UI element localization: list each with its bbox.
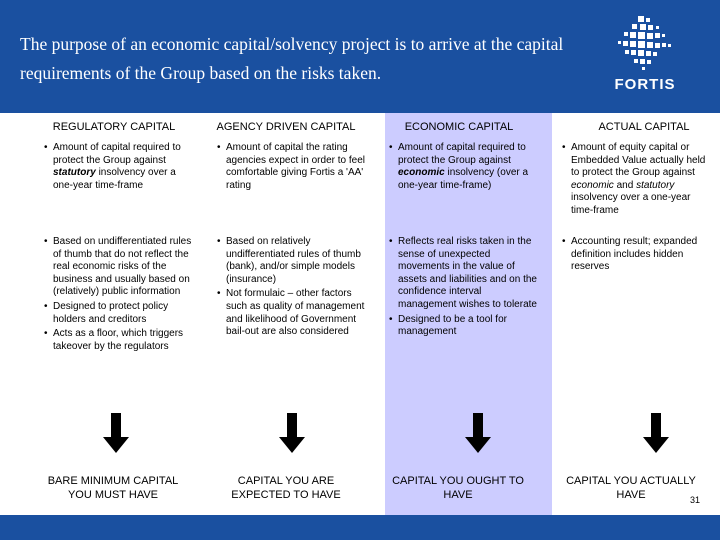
logo-wordmark: FORTIS [614, 76, 676, 93]
list-item: • Accounting result; expanded definition includes hidden reserves [562, 236, 708, 274]
column-heading-regulatory: REGULATORY CAPITAL [52, 121, 176, 133]
column-heading-actual: ACTUAL CAPITAL [598, 121, 690, 133]
list-item: • Amount of capital required to protect the Group against statutory insolvency over a one-year time-frame [44, 142, 192, 192]
actual-conclusion: CAPITAL YOU ACTUALLY HAVE [566, 475, 696, 501]
list-item: • Designed to be a tool for management [389, 314, 539, 339]
list-item: • Amount of capital the rating agencies expect in order to feel comfortable giving Fortis a 'AA' rating [217, 142, 365, 192]
economic-conclusion: CAPITAL YOU OUGHT TO HAVE [392, 475, 524, 501]
regulatory-conclusion: BARE MINIMUM CAPITAL YOU MUST HAVE [47, 475, 179, 501]
list-item: • Amount of equity capital or Embedded Value actually held to protect the Group against economic and statutory insolvency over a one-year time-frame [562, 142, 708, 218]
list-item: • Designed to protect policy holders and creditors [44, 301, 192, 326]
regulatory-characteristics [44, 236, 192, 355]
list-item: • Not formulaic – other factors such as quality of management and likelihood of Government bail-out are also considered [217, 288, 365, 338]
list-item: • Acts as a floor, which triggers takeover by the regulators [44, 328, 192, 353]
page-number: 31 [690, 495, 701, 505]
down-arrow-icon [103, 413, 129, 453]
header-bar [0, 0, 720, 113]
column-heading-agency: AGENCY DRIVEN CAPITAL [216, 121, 356, 133]
list-item: • Reflects real risks taken in the sense of unexpected movements in the value of assets and liabilities and on the confidence interval management wishes to tolerate [389, 236, 539, 312]
agency-conclusion: CAPITAL YOU ARE EXPECTED TO HAVE [231, 475, 341, 501]
actual-definition [562, 142, 708, 220]
down-arrow-icon [643, 413, 669, 453]
list-item: • Based on relatively undifferentiated rules of thumb (bank), and/or simple models (insurance) [217, 236, 365, 286]
down-arrow-icon [465, 413, 491, 453]
list-item: • Amount of capital required to protect the Group against economic insolvency (over a one-year time-frame) [389, 142, 544, 192]
down-arrow-icon [279, 413, 305, 453]
actual-characteristics [562, 236, 708, 276]
agency-characteristics [217, 236, 365, 341]
regulatory-definition [44, 142, 192, 194]
column-heading-economic: ECONOMIC CAPITAL [404, 121, 514, 133]
agency-definition [217, 142, 365, 194]
slide-title: The purpose of an economic capital/solvency project is to arrive at the capital requirements of the Group based on the risks taken. [20, 34, 564, 83]
economic-characteristics [389, 236, 539, 341]
economic-definition [389, 142, 544, 194]
list-item: • Based on undifferentiated rules of thumb that do not reflect the real economic risks of the business and usually based on (relatively) public information [44, 236, 192, 299]
footer-bar [0, 515, 720, 540]
